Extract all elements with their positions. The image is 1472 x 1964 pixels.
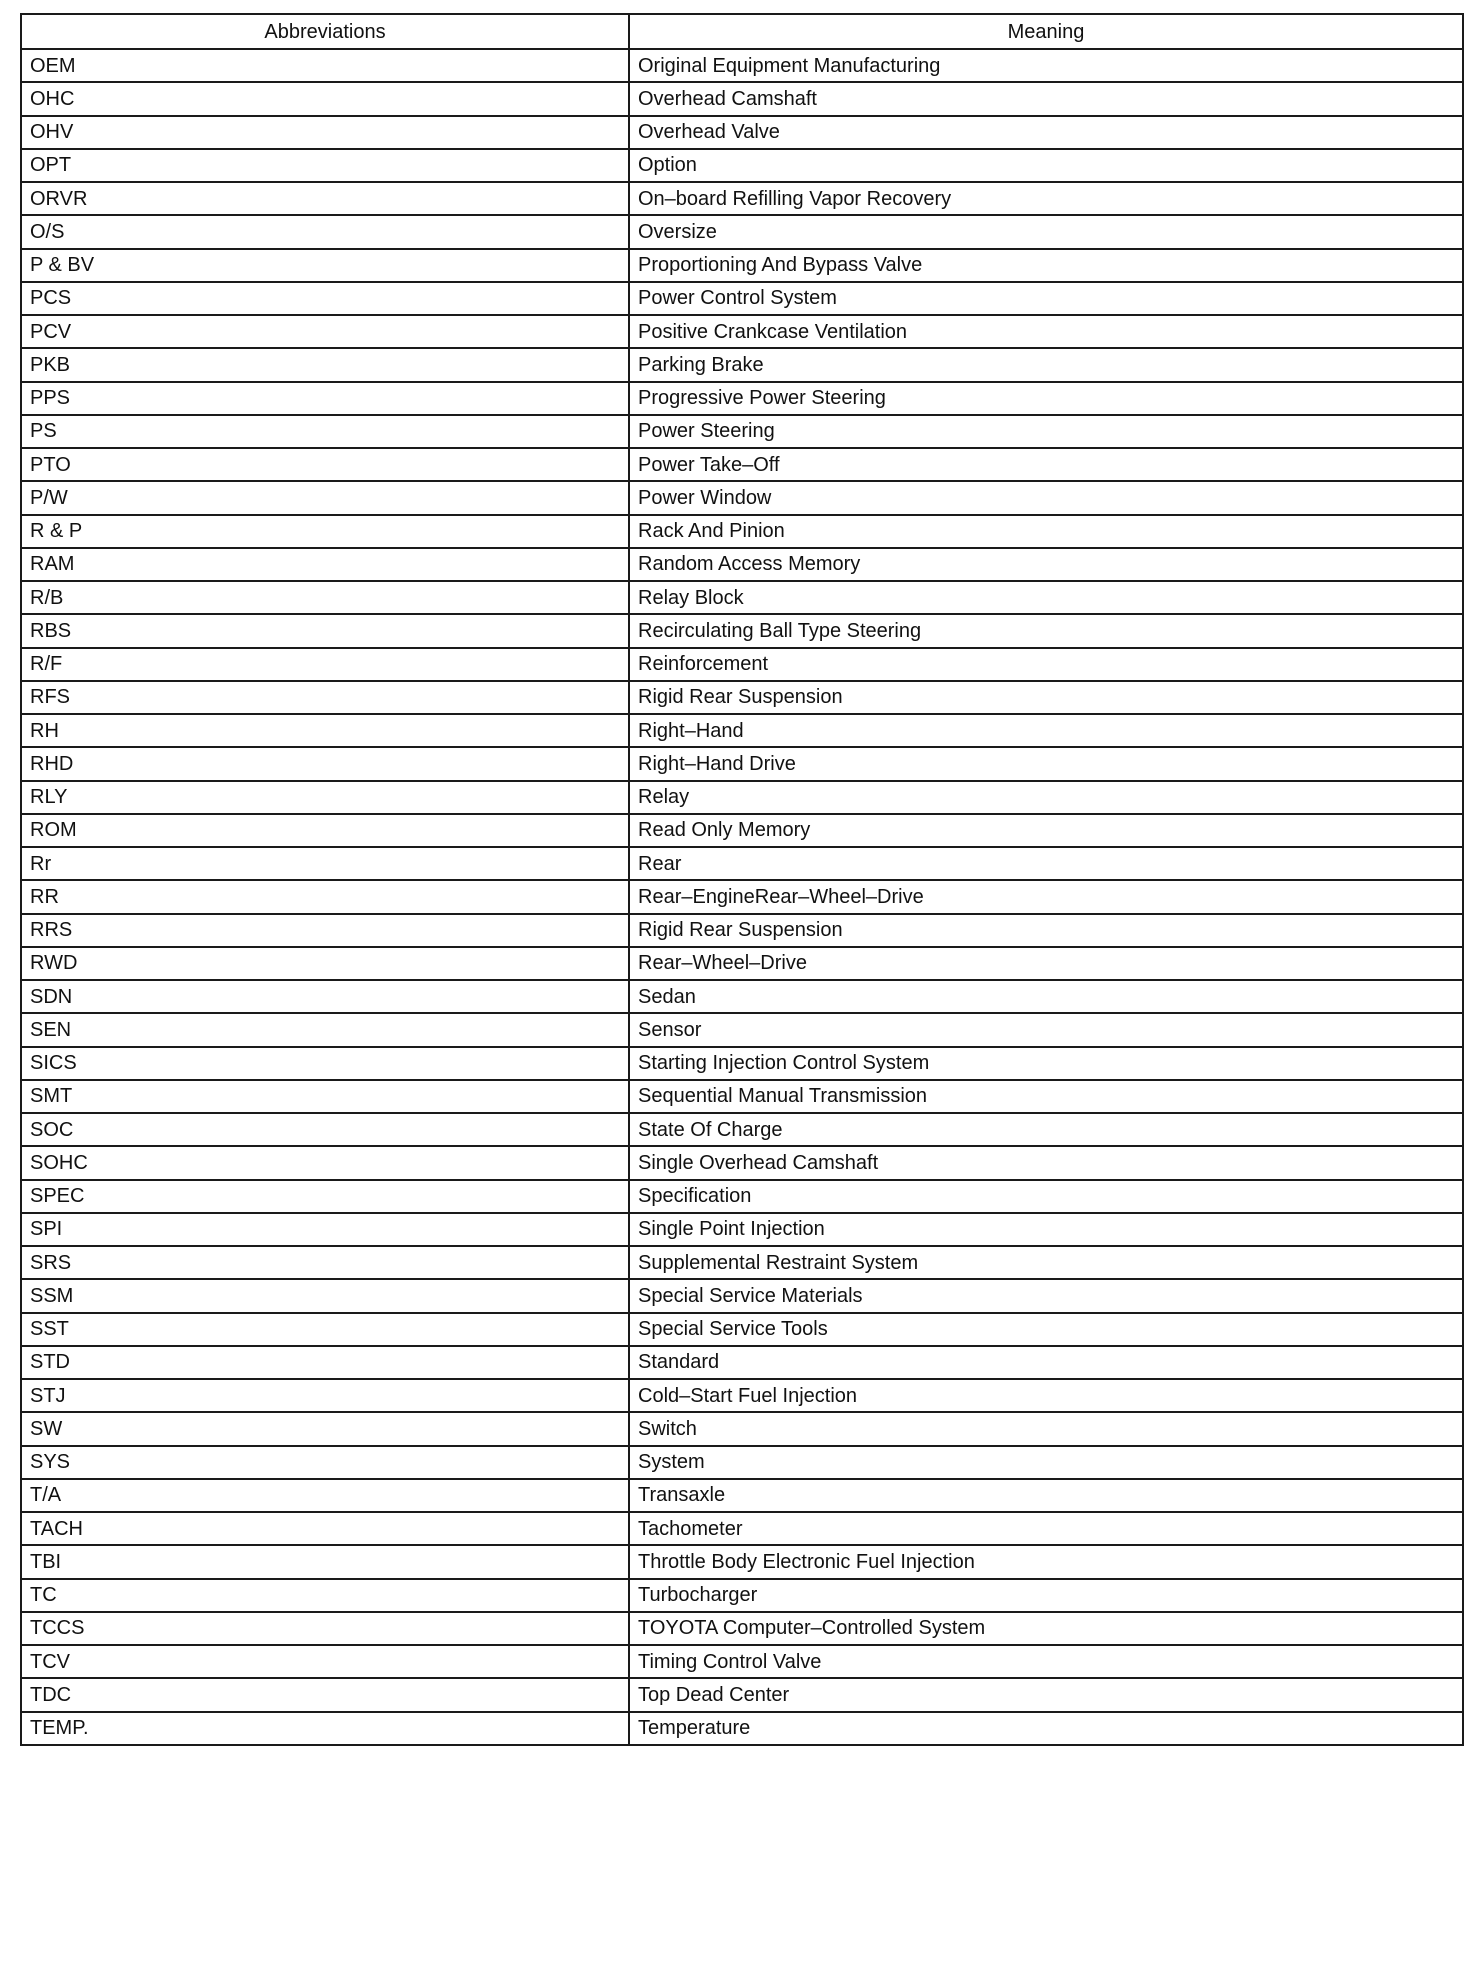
abbreviation-cell: SOHC: [21, 1146, 629, 1179]
abbreviation-cell: TACH: [21, 1512, 629, 1545]
meaning-cell: Option: [629, 149, 1463, 182]
table-row: [21, 415, 1463, 448]
meaning-cell: Relay: [629, 781, 1463, 814]
table-row: [21, 1313, 1463, 1346]
abbreviation-cell: PTO: [21, 448, 629, 481]
abbreviation-cell: RHD: [21, 747, 629, 780]
meaning-cell: Rack And Pinion: [629, 515, 1463, 548]
meaning-cell: Transaxle: [629, 1479, 1463, 1512]
meaning-cell: Single Point Injection: [629, 1213, 1463, 1246]
table-row: [21, 1645, 1463, 1678]
table-row: [21, 781, 1463, 814]
table-row: [21, 1379, 1463, 1412]
table-row: [21, 1279, 1463, 1312]
table-row: [21, 614, 1463, 647]
table-row: [21, 1479, 1463, 1512]
meaning-cell: Cold–Start Fuel Injection: [629, 1379, 1463, 1412]
meaning-cell: Original Equipment Manufacturing: [629, 49, 1463, 82]
meaning-cell: Power Take–Off: [629, 448, 1463, 481]
table-row: [21, 116, 1463, 149]
abbreviation-cell: R/F: [21, 648, 629, 681]
meaning-cell: Positive Crankcase Ventilation: [629, 315, 1463, 348]
table-row: [21, 215, 1463, 248]
table-row: [21, 548, 1463, 581]
meaning-cell: Top Dead Center: [629, 1678, 1463, 1711]
abbreviation-cell: TDC: [21, 1678, 629, 1711]
table-row: [21, 1512, 1463, 1545]
meaning-cell: Recirculating Ball Type Steering: [629, 614, 1463, 647]
table-row: [21, 481, 1463, 514]
abbreviation-cell: RFS: [21, 681, 629, 714]
abbreviation-cell: SDN: [21, 980, 629, 1013]
meaning-cell: Rigid Rear Suspension: [629, 914, 1463, 947]
abbreviations-table: [20, 13, 1464, 1746]
meaning-cell: Temperature: [629, 1712, 1463, 1745]
abbreviation-cell: TCCS: [21, 1612, 629, 1645]
abbreviation-cell: OPT: [21, 149, 629, 182]
abbreviation-cell: TEMP.: [21, 1712, 629, 1745]
meaning-cell: Rear–Wheel–Drive: [629, 947, 1463, 980]
meaning-cell: Overhead Valve: [629, 116, 1463, 149]
table-row: [21, 149, 1463, 182]
meaning-cell: Relay Block: [629, 581, 1463, 614]
table-row: [21, 348, 1463, 381]
meaning-cell: Right–Hand: [629, 714, 1463, 747]
abbreviation-cell: SST: [21, 1313, 629, 1346]
abbreviation-cell: TBI: [21, 1545, 629, 1578]
meaning-cell: Overhead Camshaft: [629, 82, 1463, 115]
table-row: [21, 49, 1463, 82]
meaning-cell: Rear–EngineRear–Wheel–Drive: [629, 880, 1463, 913]
table-header-row: [21, 14, 1463, 49]
meaning-cell: Starting Injection Control System: [629, 1047, 1463, 1080]
abbreviation-cell: PKB: [21, 348, 629, 381]
meaning-cell: Power Control System: [629, 282, 1463, 315]
table-row: [21, 980, 1463, 1013]
meaning-cell: Oversize: [629, 215, 1463, 248]
meaning-cell: Turbocharger: [629, 1579, 1463, 1612]
table-row: [21, 1013, 1463, 1046]
abbreviation-cell: P/W: [21, 481, 629, 514]
table-row: [21, 249, 1463, 282]
abbreviation-cell: R/B: [21, 581, 629, 614]
table-row: [21, 648, 1463, 681]
meaning-column-header: Meaning: [629, 14, 1463, 49]
abbreviation-cell: PCV: [21, 315, 629, 348]
abbreviation-cell: ROM: [21, 814, 629, 847]
meaning-cell: Power Steering: [629, 415, 1463, 448]
meaning-cell: Switch: [629, 1412, 1463, 1445]
abbreviation-cell: SOC: [21, 1113, 629, 1146]
meaning-cell: Throttle Body Electronic Fuel Injection: [629, 1545, 1463, 1578]
table-row: [21, 1047, 1463, 1080]
meaning-cell: Supplemental Restraint System: [629, 1246, 1463, 1279]
meaning-cell: Single Overhead Camshaft: [629, 1146, 1463, 1179]
meaning-cell: Progressive Power Steering: [629, 382, 1463, 415]
table-row: [21, 581, 1463, 614]
abbreviation-cell: O/S: [21, 215, 629, 248]
meaning-cell: Rigid Rear Suspension: [629, 681, 1463, 714]
table-row: [21, 681, 1463, 714]
meaning-cell: Right–Hand Drive: [629, 747, 1463, 780]
abbreviation-cell: OHV: [21, 116, 629, 149]
meaning-cell: Reinforcement: [629, 648, 1463, 681]
table-row: [21, 1080, 1463, 1113]
abbreviation-cell: STJ: [21, 1379, 629, 1412]
table-row: [21, 1246, 1463, 1279]
abbreviation-cell: PPS: [21, 382, 629, 415]
meaning-cell: Special Service Materials: [629, 1279, 1463, 1312]
meaning-cell: Read Only Memory: [629, 814, 1463, 847]
abbreviation-cell: RAM: [21, 548, 629, 581]
table-row: [21, 880, 1463, 913]
abbreviation-cell: RRS: [21, 914, 629, 947]
abbreviations-column-header: Abbreviations: [21, 14, 629, 49]
abbreviation-cell: RBS: [21, 614, 629, 647]
abbreviation-cell: Rr: [21, 847, 629, 880]
abbreviation-cell: SYS: [21, 1446, 629, 1479]
table-row: [21, 82, 1463, 115]
table-row: [21, 914, 1463, 947]
abbreviation-cell: TC: [21, 1579, 629, 1612]
abbreviation-cell: ORVR: [21, 182, 629, 215]
meaning-cell: Timing Control Valve: [629, 1645, 1463, 1678]
meaning-cell: Sequential Manual Transmission: [629, 1080, 1463, 1113]
table-row: [21, 382, 1463, 415]
abbreviation-cell: T/A: [21, 1479, 629, 1512]
abbreviation-cell: SRS: [21, 1246, 629, 1279]
meaning-cell: Sensor: [629, 1013, 1463, 1046]
meaning-cell: Random Access Memory: [629, 548, 1463, 581]
abbreviation-cell: SW: [21, 1412, 629, 1445]
table-row: [21, 282, 1463, 315]
table-row: [21, 182, 1463, 215]
table-row: [21, 1113, 1463, 1146]
abbreviation-cell: OHC: [21, 82, 629, 115]
abbreviation-cell: SSM: [21, 1279, 629, 1312]
meaning-cell: System: [629, 1446, 1463, 1479]
table-row: [21, 747, 1463, 780]
meaning-cell: State Of Charge: [629, 1113, 1463, 1146]
meaning-cell: Power Window: [629, 481, 1463, 514]
meaning-cell: Standard: [629, 1346, 1463, 1379]
table-row: [21, 1579, 1463, 1612]
meaning-cell: Proportioning And Bypass Valve: [629, 249, 1463, 282]
table-row: [21, 1146, 1463, 1179]
abbreviation-cell: SPI: [21, 1213, 629, 1246]
table-row: [21, 714, 1463, 747]
table-row: [21, 315, 1463, 348]
abbreviation-cell: STD: [21, 1346, 629, 1379]
abbreviation-cell: SICS: [21, 1047, 629, 1080]
table-row: [21, 1678, 1463, 1711]
abbreviation-cell: SPEC: [21, 1180, 629, 1213]
meaning-cell: On–board Refilling Vapor Recovery: [629, 182, 1463, 215]
abbreviation-cell: SMT: [21, 1080, 629, 1113]
table-row: [21, 1712, 1463, 1745]
meaning-cell: Sedan: [629, 980, 1463, 1013]
meaning-cell: Parking Brake: [629, 348, 1463, 381]
meaning-cell: TOYOTA Computer–Controlled System: [629, 1612, 1463, 1645]
table-row: [21, 1446, 1463, 1479]
abbreviation-cell: SEN: [21, 1013, 629, 1046]
abbreviation-cell: RLY: [21, 781, 629, 814]
meaning-cell: Special Service Tools: [629, 1313, 1463, 1346]
table-row: [21, 814, 1463, 847]
table-row: [21, 1213, 1463, 1246]
abbreviation-cell: RH: [21, 714, 629, 747]
meaning-cell: Specification: [629, 1180, 1463, 1213]
abbreviation-cell: RWD: [21, 947, 629, 980]
table-row: [21, 1180, 1463, 1213]
meaning-cell: Tachometer: [629, 1512, 1463, 1545]
abbreviation-cell: PS: [21, 415, 629, 448]
abbreviation-cell: R & P: [21, 515, 629, 548]
table-row: [21, 1545, 1463, 1578]
table-row: [21, 1612, 1463, 1645]
table-row: [21, 515, 1463, 548]
meaning-cell: Rear: [629, 847, 1463, 880]
table-row: [21, 448, 1463, 481]
abbreviation-cell: PCS: [21, 282, 629, 315]
table-row: [21, 947, 1463, 980]
abbreviation-cell: RR: [21, 880, 629, 913]
table-row: [21, 1346, 1463, 1379]
table-body: [21, 49, 1463, 1745]
abbreviation-cell: TCV: [21, 1645, 629, 1678]
table-row: [21, 1412, 1463, 1445]
table-row: [21, 847, 1463, 880]
abbreviation-cell: OEM: [21, 49, 629, 82]
abbreviation-cell: P & BV: [21, 249, 629, 282]
